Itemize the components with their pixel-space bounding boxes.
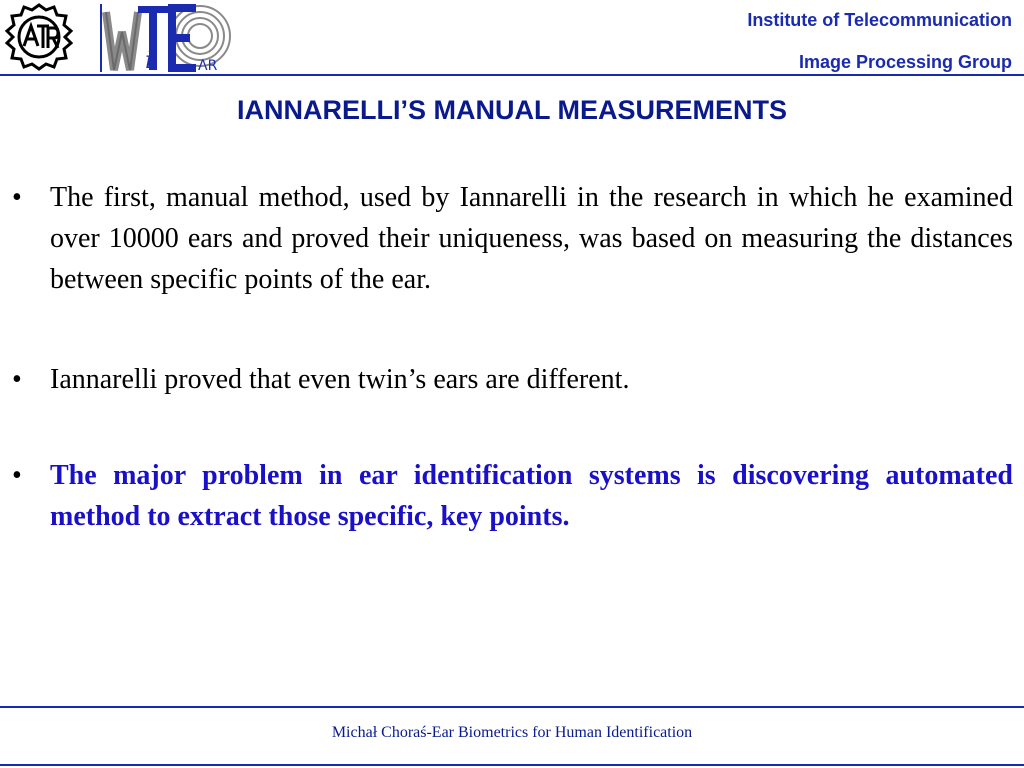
bullet-marker: • — [12, 182, 22, 213]
footer-text: Michał Choraś-Ear Biometrics for Human Identification — [331, 724, 693, 741]
group-name: Image Processing Group — [798, 52, 1012, 72]
wtie-logo — [100, 2, 234, 74]
footer-divider — [0, 706, 1024, 708]
bullet-text: Iannarelli proved that even twin’s ears are different. — [50, 364, 630, 395]
atr-logo — [4, 2, 74, 72]
svg-text:ΛR: ΛR — [198, 58, 218, 74]
bullet-text: The first, manual method, used by Iannarelli in the research in which he examined over 10000 ears and proved their uniqueness, was based on measuring the distances between specific points of the ear. — [50, 182, 1013, 295]
bottom-divider — [0, 764, 1024, 766]
bullet-text-emphasis: The major problem in ear identification systems is discovering automated method to extract those specific, key points. — [50, 460, 1013, 532]
header-divider — [0, 74, 1024, 76]
institute-name: Institute of Telecommunication — [747, 10, 1012, 30]
bullet-marker: • — [12, 364, 22, 395]
svg-text:i: i — [145, 46, 153, 74]
bullet-marker: • — [12, 460, 22, 491]
slide-title: IANNARELLI’S MANUAL MEASUREMENTS — [236, 95, 787, 125]
